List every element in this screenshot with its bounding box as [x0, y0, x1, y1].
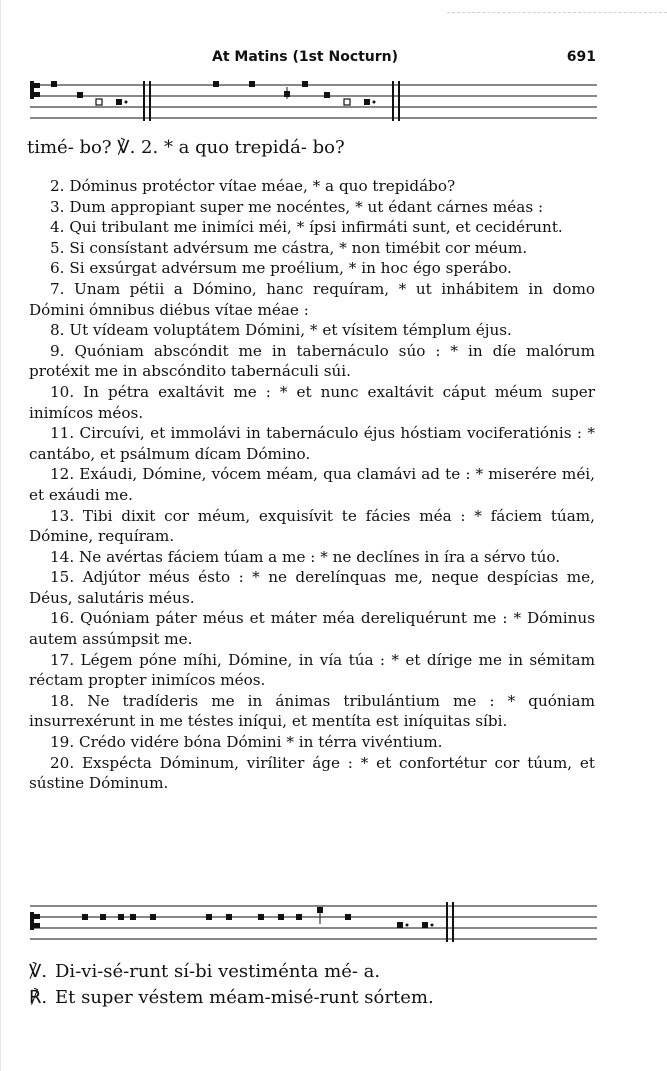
scan-mark	[447, 12, 667, 13]
verse-9: 9. Quóniam abscóndit me in tabernáculo súo : * in díe malórum protéxit me in abscóndito tabernáculi súi.	[29, 341, 595, 381]
versicle-line	[29, 961, 380, 982]
verse-15: 15. Adjútor méus ésto : * ne derelínquas me, neque despícias me, Déus, salutáris méus.	[29, 568, 595, 607]
verse-7: 7. Unam pétii a Dómino, hanc requíram, * ut inhábitem in domo Dómini ómnibus diébus vítae méae :	[29, 279, 595, 319]
versicle-symbol-top: ℣.	[117, 137, 136, 158]
chant-staff-bottom	[0, 898, 667, 954]
verse-8: 8. Ut vídeam voluptátem Dómini, * et vísitem témplum éjus.	[50, 321, 512, 340]
response-symbol: ℟.	[29, 987, 48, 1008]
verse-11: 11. Circuívi, et immolávi in tabernáculo éjus hóstiam vociferatiónis : * cantábo, et psálmum dícam Dómino.	[29, 424, 595, 463]
verse-4: 4. Qui tribulant me inimíci méi, * ípsi infirmáti sunt, et cecidérunt.	[50, 218, 563, 237]
page-number: 691	[566, 49, 596, 65]
response-line	[29, 987, 434, 1008]
verse-10: 10. In pétra exaltávit me : * et nunc exaltávit cáput méum super inimícos méos.	[29, 382, 595, 422]
versicle-text: Di-vi-sé-runt sí-bi vestiménta mé- a.	[55, 961, 381, 982]
verse-20: 20. Exspécta Dóminum, viríliter áge : * et confortétur cor túum, et sústine Dóminum.	[29, 753, 595, 793]
verse-2: 2. Dóminus protéctor vítae méae, * a quo trepidábo?	[50, 177, 456, 195]
verse-19: 19. Crédo vidére bóna Dómini * in térra vivéntium.	[50, 733, 443, 752]
verse-16: 16. Quóniam páter méus et máter méa dereliquérunt me : * Dóminus autem assúmpsit me.	[29, 609, 595, 649]
verse-13: 13. Tibi dixit cor méum, exquisívit te fácies méa : * fáciem túam, Dómine, requíram.	[29, 506, 595, 546]
verse-18: 18. Ne tradíderis me in ánimas tribulántium me : * quóniam insurrexérunt in me téstes iníqui, et mentíta est iníquitas síbi.	[29, 691, 595, 731]
verse-3: 3. Dum appropiant super me nocéntes, * ut édant cárnes méas :	[50, 197, 544, 216]
syllables-part-2: 2. * a quo trepidá- bo?	[141, 137, 345, 158]
verse-14: 14. Ne avértas fáciem túam a me : * ne declínes in íra a sérvo túo.	[50, 547, 561, 566]
syllables-part-1: timé- bo?	[27, 137, 112, 158]
page-header	[0, 49, 667, 69]
verse-17: 17. Légem póne míhi, Dómine, in vía túa : * et dírige me in sémitam réctam propter inimícos méos.	[29, 650, 595, 690]
response-text: Et super véstem méam-misé-runt sórtem.	[55, 987, 434, 1008]
running-head: At Matins (1st Nocturn)	[212, 49, 399, 65]
versicle-symbol: ℣.	[29, 961, 48, 982]
chant-staff-top	[0, 75, 667, 131]
verse-5: 5. Si consístant advérsum me cástra, * non timébit cor méum.	[50, 238, 528, 257]
psalm-text	[29, 176, 595, 794]
verse-6: 6. Si exsúrgat advérsum me proélium, * in hoc égo sperábo.	[50, 259, 512, 278]
chant-syllables-top	[27, 137, 345, 158]
verse-12: 12. Exáudi, Dómine, vócem méam, qua clamávi ad te : * miserére méi, et exáudi me.	[29, 465, 595, 504]
